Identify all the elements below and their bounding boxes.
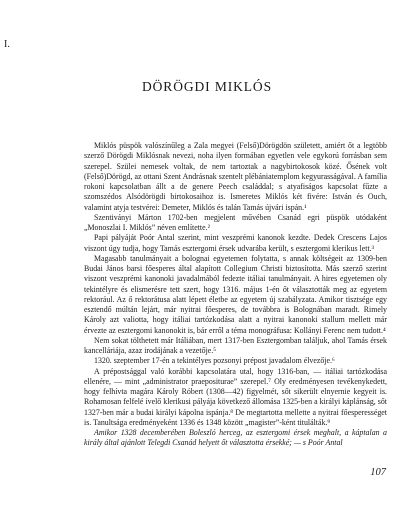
body-text bbox=[84, 141, 387, 449]
paragraph-election: Amikor 1328 decemberében Boleszló herceg, az esztergomi érsek meghalt, a káptalan a király által ajánlott Telegdi Csanád helyett őt választotta érsekké; — s Poór Antal bbox=[84, 428, 387, 448]
paragraph-early-career: Papi pályáját Poór Antal szerint, mint veszprémi kanonok kezdte. Dedek Crescens Lajos viszont úgy tudja, hogy Tamás esztergomi érsek udvarába került, s esztergomi klerikus lett.³ bbox=[84, 233, 387, 253]
paragraph-provostship: A prépostsággal való korábbi kapcsolatára utal, hogy 1316-ban, — itáliai tartózkodása ellenére, — mint „administrator praepositurae” szerepel.⁷ Oly eredményesen tevékenykedett, hogy felhívta magára Károly Róbert (1308—42) figyelmét, sőt sikerült elnyernie kegyeit is. Rohamosan felfelé ívelő klerikusi pályája következő állomása 1325-ben a királyi káplánság, sőt 1327-ben már a budai királyi kápolna ispánja.⁸ De megtartotta mellette a nyitrai főesperességet is. Tanultsága eredményeként 1336 és 1348 között „magister”-ként titulálták.⁹ bbox=[84, 366, 387, 427]
paragraph-origins: Miklós püspök valószínűleg a Zala megyei (Felső)Dörögdön született, amiért őt a legtöbb szerző Dörögdi Miklósnak nevezi, noha ilyen formában egyetlen vele egykorú forrásban sem szerepel. Szülei nemesek voltak, de nem tartoztak a nagybirtokosok közé. Ősének volt (Felső)Dörögd, az ottani Szent Andrásnak szentelt plébániatemplom kegyurasságával. A família rokoni kapcsolatban állt a de genere Peech családdal; s atyafiságos kapcsolat fűzte a szomszédos Alsódörögdi birtokosaihoz is. Ismeretes Miklós két fivére: István és Ouch, valamint atyja testvérei: Demeter, Miklós és talán Tamás újvári ispán.¹ bbox=[84, 141, 387, 212]
paragraph-szentivanyi: Szentiványi Márton 1702-ben megjelent művében Csanád egri püspök utódaként „Monoszlai I. Miklós” néven említette.² bbox=[84, 212, 387, 232]
paragraph-bologna: Magasabb tanulmányait a bolognai egyetemen folytatta, s annak költségeit az 1309-ben Budai János barsi főesperes által alapított Collegium Christi biztosította. Más szerző szerint viszont veszprémi kanonoki javadalmából fedezte itáliai tanulmányait. A hires egyetemen oly tekintélyre és elismerésre tett szert, hogy 1316. május 1-én őt választották meg az egyetem rektorául. Az ő rektorátusa alatt lépett életbe az egyetem új szabályzata. Amikor tisztsége egy esztendő múltán lejárt, már nyitrai főesperes, de továbbra is Bolognában maradt. Rimely Károly azt valiotta, hogy itáliai tartózkodása alatt a nyitrai kanonoki stallum mellett már érvezte az esztergomi kanonokit is, bár erről a téma monográfusa: Kollányi Ferenc nem tudott.⁴ bbox=[84, 253, 387, 335]
margin-mark: I. bbox=[4, 39, 10, 50]
paragraph-esztergom: Nem sokat tölthetett már Itáliában, mert 1317-ben Esztergomban találjuk, ahol Tamás érsek kancelláriája, azaz irodájának a vezetője.⁵ bbox=[84, 335, 387, 355]
page-number: 107 bbox=[370, 467, 386, 478]
chapter-title: DÖRÖGDI MIKLÓS bbox=[142, 79, 272, 95]
paragraph-pozsony: 1320. szeptember 17-én a tekintélyes pozsonyi prépost javadalom élvezője.⁶ bbox=[94, 356, 335, 366]
